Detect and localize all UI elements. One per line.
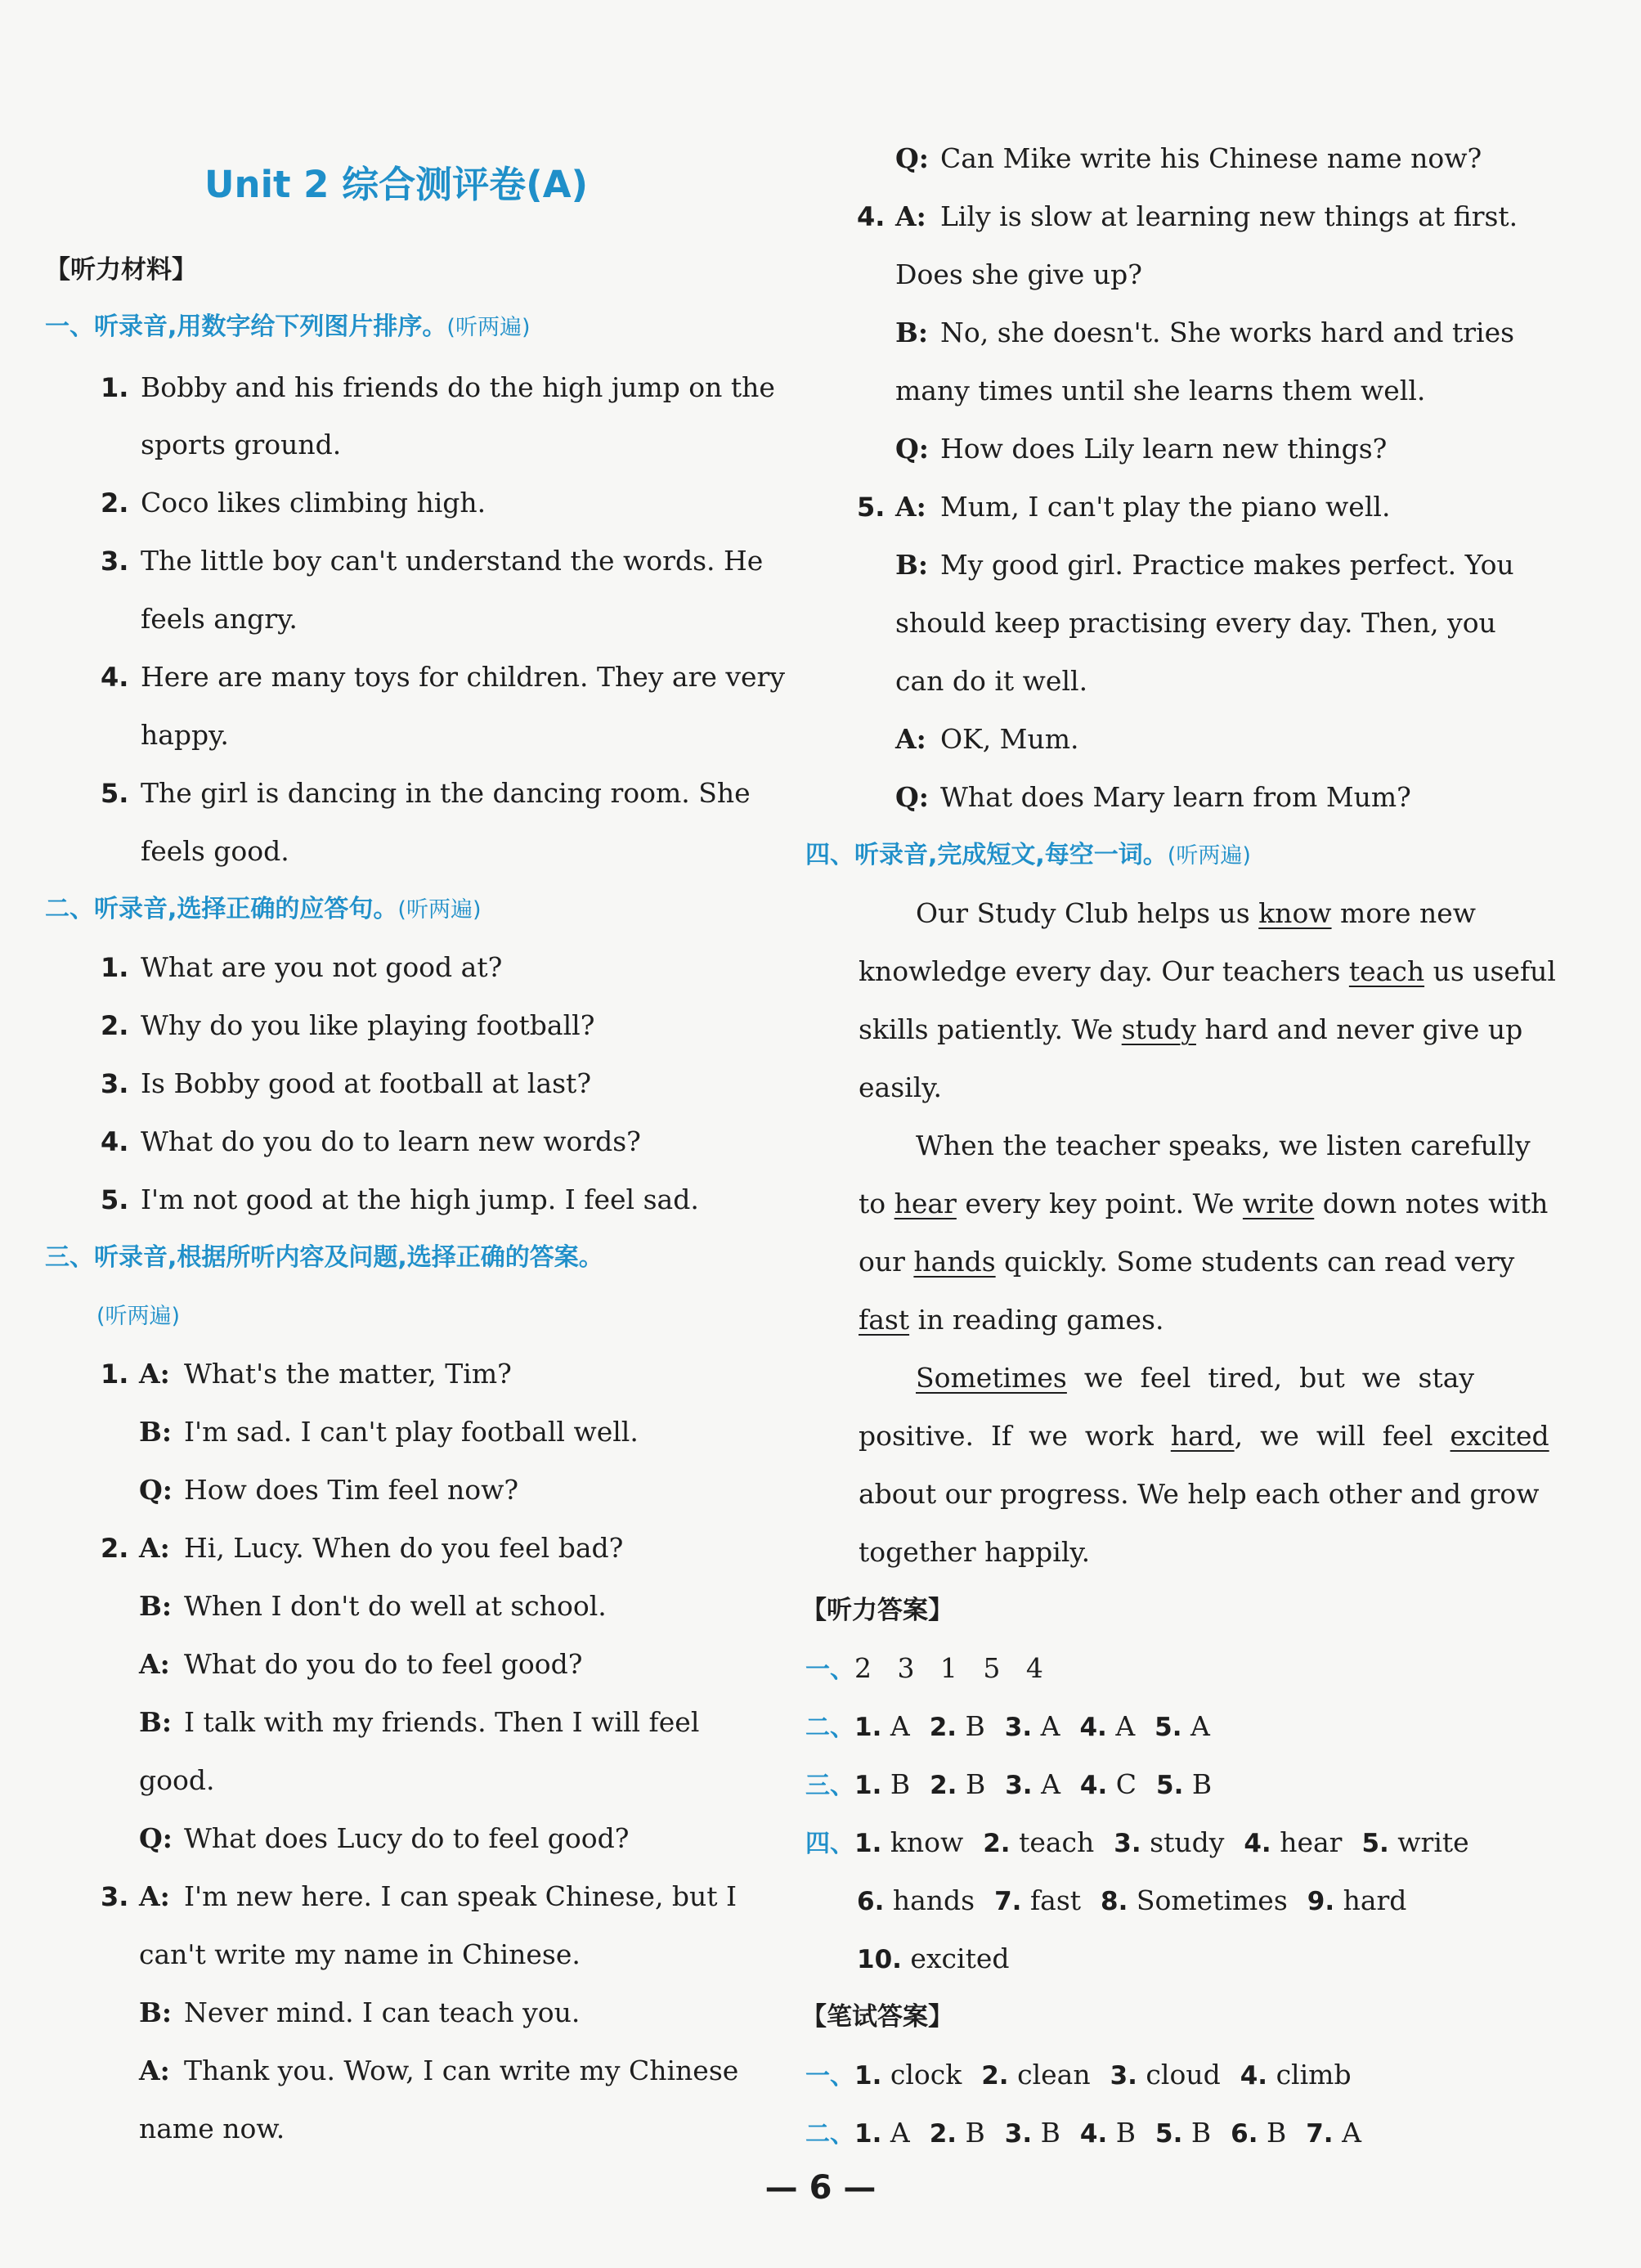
- passage-text: our: [859, 1246, 914, 1278]
- filled-blank: Sometimes: [916, 1362, 1067, 1394]
- answer-row: [805, 1825, 1469, 1862]
- item-number: 3.: [101, 1068, 129, 1099]
- answer-number: 5.: [1361, 1829, 1389, 1858]
- part4-heading-text: 四、听录音,完成短文,每空一词。: [805, 841, 1168, 869]
- passage-text: quickly. Some students can read very: [995, 1246, 1515, 1278]
- speaker-q: Q:: [895, 781, 929, 813]
- answer-number: 3.: [1004, 2119, 1033, 2149]
- part2-heading-text: 二、听录音,选择正确的应答句。: [45, 895, 398, 923]
- passage-line: easily.: [859, 1071, 942, 1103]
- answer-value: A: [1106, 1710, 1136, 1742]
- item-number: 3.: [101, 1881, 129, 1912]
- item-text: What are you not good at?: [141, 951, 503, 983]
- answer-number: 4.: [1244, 1829, 1271, 1858]
- speaker-q: Q:: [139, 1474, 173, 1506]
- answer-number: 1.: [854, 1713, 882, 1742]
- answer-row: [857, 1883, 1406, 1920]
- item-text: Here are many toys for children. They are very: [141, 661, 785, 693]
- speaker-a: A:: [139, 1358, 170, 1390]
- answer-number: 4.: [1079, 2119, 1108, 2149]
- speaker-a: A:: [139, 1532, 170, 1564]
- item-number: 4.: [857, 201, 886, 232]
- part3-note: [96, 1298, 180, 1335]
- answer-list: [854, 1768, 1212, 1800]
- answer-value: teach: [1010, 1826, 1095, 1858]
- dialogue-line: Does she give up?: [895, 258, 1142, 290]
- written-answers-heading: 【笔试答案】: [801, 2002, 953, 2032]
- filled-blank: fast: [859, 1304, 910, 1336]
- part2-heading: [45, 891, 481, 928]
- passage-text: , we will feel: [1234, 1420, 1450, 1452]
- filled-blank: write: [1242, 1188, 1315, 1219]
- item-text: The little boy can't understand the words. He: [141, 545, 764, 577]
- answer-value: climb: [1267, 2059, 1352, 2091]
- answer-number: 5.: [1155, 2119, 1183, 2149]
- item-text: I'm not good at the high jump. I feel sad.: [141, 1183, 699, 1215]
- answer-value: cloud: [1137, 2059, 1221, 2091]
- item-text: Is Bobby good at football at last?: [141, 1067, 592, 1099]
- page-title: Unit 2 综合测评卷(A): [204, 163, 589, 206]
- part1-heading: [45, 309, 530, 346]
- answer-row-label: 二、: [805, 1713, 854, 1742]
- listening-material-heading: 【听力材料】: [45, 255, 197, 285]
- speaker-q: Q:: [895, 142, 929, 174]
- passage-text: us useful: [1424, 955, 1556, 987]
- answer-row-label: 三、: [805, 1772, 854, 1800]
- answer-value: fast: [1021, 1884, 1082, 1916]
- part2-note: (听两遍): [397, 897, 482, 923]
- answer-values: 2 3 1 5 4: [854, 1652, 1043, 1684]
- answer-value: hands: [884, 1884, 975, 1916]
- item-text: Coco likes climbing high.: [141, 487, 486, 519]
- item-number: 5.: [101, 1184, 129, 1215]
- item-number: 2.: [101, 1010, 129, 1041]
- dialogue-line: My good girl. Practice makes perfect. You: [940, 549, 1514, 581]
- part3-heading: 三、听录音,根据所听内容及问题,选择正确的答案。: [45, 1243, 603, 1272]
- answer-value: B: [881, 1768, 911, 1800]
- filled-blank: study: [1121, 1013, 1196, 1045]
- item-text: feels good.: [141, 835, 289, 867]
- item-number: 3.: [101, 546, 129, 577]
- speaker-q: Q:: [895, 433, 929, 465]
- part4-heading: [805, 838, 1251, 874]
- answer-value: B: [957, 2117, 985, 2149]
- passage-text: positive. If we work: [859, 1420, 1171, 1452]
- answer-number: 2.: [981, 2061, 1009, 2091]
- answer-number: 1.: [854, 2119, 882, 2149]
- passage-text: Our Study Club helps us: [916, 897, 1259, 929]
- item-number: 2.: [101, 487, 129, 519]
- passage-text: hard and never give up: [1195, 1013, 1523, 1045]
- answer-value: excited: [901, 1942, 1010, 1974]
- answer-list: [854, 1826, 1469, 1858]
- answer-row: [805, 2115, 1361, 2153]
- part3-note-text: (听两遍): [96, 1304, 181, 1329]
- question-line: What does Lucy do to feel good?: [184, 1822, 630, 1854]
- answer-number: 1.: [854, 1829, 882, 1858]
- passage-line: [916, 1360, 1474, 1396]
- answer-number: 3.: [1004, 1713, 1033, 1742]
- item-text: feels angry.: [141, 603, 298, 635]
- dialogue-line: When I don't do well at school.: [184, 1590, 607, 1622]
- passage-line: [916, 896, 1476, 932]
- answer-number: 4.: [1079, 1771, 1108, 1800]
- dialogue-line: I'm new here. I can speak Chinese, but I: [184, 1880, 738, 1912]
- answer-number: 6.: [1231, 2119, 1258, 2149]
- speaker-b: B:: [895, 549, 929, 581]
- answer-value: study: [1141, 1826, 1225, 1858]
- dialogue-line: Lily is slow at learning new things at first.: [940, 200, 1518, 232]
- passage-text: more new: [1331, 897, 1477, 929]
- speaker-b: B:: [139, 1590, 173, 1622]
- filled-blank: hands: [913, 1246, 996, 1278]
- speaker-q: Q:: [139, 1822, 173, 1854]
- item-number: 4.: [101, 1126, 129, 1157]
- answer-value: A: [1333, 2117, 1361, 2149]
- speaker-a: A:: [895, 200, 926, 232]
- passage-text: every key point. We: [956, 1188, 1243, 1219]
- answer-number: 9.: [1307, 1887, 1335, 1916]
- answer-row: [857, 1941, 1010, 1978]
- answer-number: 7.: [1306, 2119, 1334, 2149]
- item-number: 2.: [101, 1533, 129, 1564]
- answer-number: 5.: [1156, 1771, 1184, 1800]
- question-line: Can Mike write his Chinese name now?: [940, 142, 1482, 174]
- answer-value: C: [1107, 1768, 1137, 1800]
- dialogue-line: can do it well.: [895, 665, 1088, 697]
- dialogue-line: Mum, I can't play the piano well.: [940, 491, 1391, 523]
- speaker-a: A:: [139, 1880, 170, 1912]
- answer-number: 3.: [1110, 2061, 1137, 2091]
- answer-number: 2.: [983, 1829, 1011, 1858]
- item-text: happy.: [141, 719, 229, 751]
- answer-value: hard: [1334, 1884, 1407, 1916]
- page-number: — 6 —: [764, 2169, 877, 2207]
- answer-value: clock: [881, 2059, 962, 2091]
- item-text: The girl is dancing in the dancing room. She: [141, 777, 751, 809]
- passage-text: to: [859, 1188, 894, 1219]
- item-number: 1.: [101, 952, 129, 983]
- speaker-a: A:: [139, 2055, 170, 2086]
- answer-number: 2.: [929, 2119, 957, 2149]
- answer-number: 7.: [994, 1887, 1022, 1916]
- answer-row: [805, 2057, 1352, 2095]
- speaker-a: A:: [139, 1648, 170, 1680]
- answer-row-label: 二、: [805, 2120, 854, 2149]
- dialogue-line: should keep practising every day. Then, you: [895, 607, 1496, 639]
- answer-value: Sometimes: [1128, 1884, 1288, 1916]
- answer-list: [857, 1884, 1406, 1916]
- passage-line: [859, 1418, 1549, 1454]
- dialogue-line: I talk with my friends. Then I will feel: [184, 1706, 700, 1738]
- answer-value: B: [1107, 2117, 1137, 2149]
- answer-value: B: [1258, 2117, 1287, 2149]
- answer-value: know: [881, 1826, 964, 1858]
- answer-value: B: [1183, 1768, 1213, 1800]
- answer-row-label: 一、: [805, 1655, 854, 1684]
- answer-row-label: 四、: [805, 1830, 854, 1858]
- answer-list: [857, 1942, 1010, 1974]
- passage-line: about our progress. We help each other and grow: [859, 1478, 1540, 1510]
- answer-value: B: [957, 1710, 985, 1742]
- speaker-b: B:: [139, 1416, 173, 1448]
- listening-answers-heading: 【听力答案】: [801, 1596, 953, 1625]
- answer-list: [854, 2117, 1361, 2149]
- answer-number: 5.: [1155, 1713, 1182, 1742]
- answer-value: B: [1032, 2117, 1060, 2149]
- answer-value: A: [881, 2117, 910, 2149]
- dialogue-line: Never mind. I can teach you.: [184, 1996, 581, 2028]
- passage-text: we feel tired, but we stay: [1066, 1362, 1475, 1394]
- answer-row: [805, 1767, 1212, 1804]
- item-number: 1.: [101, 372, 129, 403]
- question-line: How does Lily learn new things?: [940, 433, 1388, 465]
- answer-value: A: [1181, 1710, 1210, 1742]
- passage-line: [859, 954, 1556, 990]
- item-number: 1.: [101, 1359, 129, 1390]
- passage-line: When the teacher speaks, we listen carefully: [916, 1130, 1531, 1161]
- item-text: Bobby and his friends do the high jump on the: [141, 371, 775, 403]
- question-line: What does Mary learn from Mum?: [940, 781, 1411, 813]
- answer-number: 2.: [929, 1713, 957, 1742]
- answer-number: 6.: [857, 1887, 885, 1916]
- answer-row-label: 一、: [805, 2062, 854, 2091]
- answer-value: A: [1032, 1710, 1060, 1742]
- filled-blank: excited: [1450, 1420, 1549, 1452]
- dialogue-line: I'm sad. I can't play football well.: [184, 1416, 639, 1448]
- dialogue-line: name now.: [139, 2113, 285, 2144]
- item-text: What do you do to learn new words?: [141, 1125, 641, 1157]
- speaker-b: B:: [139, 1706, 173, 1738]
- speaker-b: B:: [139, 1996, 173, 2028]
- part1-heading-text: 一、听录音,用数字给下列图片排序。: [45, 312, 447, 341]
- dialogue-line: Thank you. Wow, I can write my Chinese: [184, 2055, 739, 2086]
- answer-number: 8.: [1101, 1887, 1128, 1916]
- answer-list: [854, 2059, 1352, 2091]
- passage-text: in reading games.: [909, 1304, 1164, 1336]
- answer-number: 2.: [930, 1771, 957, 1800]
- filled-blank: know: [1258, 897, 1332, 929]
- dialogue-line: What do you do to feel good?: [184, 1648, 583, 1680]
- dialogue-line: What's the matter, Tim?: [184, 1358, 512, 1390]
- answer-value: B: [957, 1768, 986, 1800]
- passage-text: knowledge every day. Our teachers: [859, 955, 1349, 987]
- dialogue-line: good.: [139, 1764, 215, 1796]
- part1-note: (听两遍): [446, 315, 531, 340]
- item-number: 5.: [101, 778, 129, 809]
- passage-line: together happily.: [859, 1536, 1091, 1568]
- filled-blank: hear: [894, 1188, 957, 1219]
- passage-text: skills patiently. We: [859, 1013, 1122, 1045]
- item-text: sports ground.: [141, 429, 342, 460]
- answer-row: [805, 1650, 1043, 1688]
- answer-list: [854, 1710, 1210, 1742]
- answer-number: 3.: [1114, 1829, 1141, 1858]
- answer-number: 3.: [1005, 1771, 1033, 1800]
- question-line: How does Tim feel now?: [184, 1474, 519, 1506]
- dialogue-line: can't write my name in Chinese.: [139, 1938, 581, 1970]
- dialogue-line: No, she doesn't. She works hard and tries: [940, 317, 1515, 348]
- answer-number: 1.: [854, 2061, 882, 2091]
- passage-line: [859, 1244, 1514, 1280]
- answer-row: [805, 1709, 1210, 1746]
- speaker-a: A:: [895, 723, 926, 755]
- answer-value: A: [881, 1710, 910, 1742]
- item-number: 4.: [101, 662, 129, 693]
- item-text: Why do you like playing football?: [141, 1009, 595, 1041]
- part4-note: (听两遍): [1167, 843, 1251, 869]
- passage-line: [859, 1302, 1163, 1338]
- answer-value: hear: [1271, 1826, 1343, 1858]
- answer-value: write: [1388, 1826, 1469, 1858]
- answer-value: A: [1032, 1768, 1060, 1800]
- answer-number: 4.: [1240, 2061, 1268, 2091]
- dialogue-line: many times until she learns them well.: [895, 375, 1426, 406]
- passage-line: [859, 1186, 1548, 1222]
- dialogue-line: Hi, Lucy. When do you feel bad?: [184, 1532, 624, 1564]
- passage-line: [859, 1012, 1522, 1048]
- filled-blank: hard: [1170, 1420, 1235, 1452]
- speaker-b: B:: [895, 317, 929, 348]
- answer-value: B: [1182, 2117, 1212, 2149]
- answer-number: 10.: [857, 1945, 902, 1974]
- answer-value: clean: [1008, 2059, 1091, 2091]
- speaker-a: A:: [895, 491, 926, 523]
- answer-number: 4.: [1079, 1713, 1107, 1742]
- answer-number: 1.: [854, 1771, 882, 1800]
- filled-blank: teach: [1348, 955, 1425, 987]
- item-number: 5.: [857, 492, 886, 523]
- dialogue-line: OK, Mum.: [940, 723, 1079, 755]
- passage-text: down notes with: [1314, 1188, 1549, 1219]
